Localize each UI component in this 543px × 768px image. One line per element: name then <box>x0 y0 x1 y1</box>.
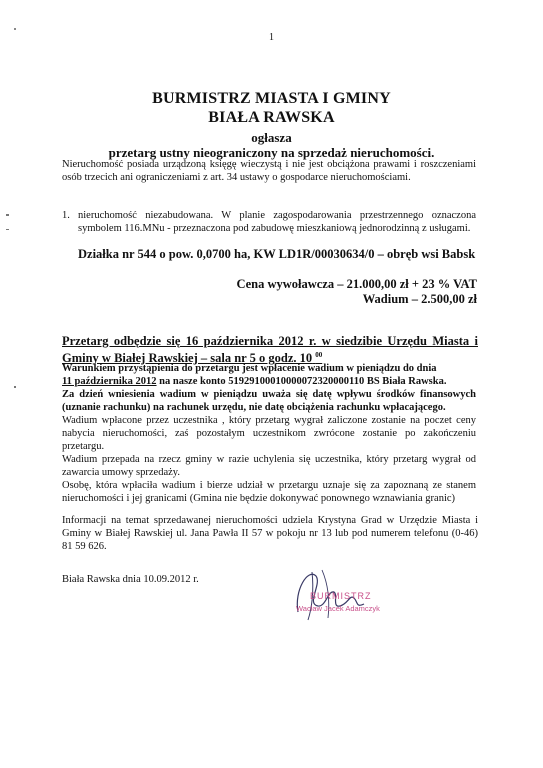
item-description: nieruchomość niezabudowana. W planie zagospodarowania przestrzennego oznaczona symbolem 116.MNu - przeznaczona pod zabudowę mieszkaniową jednorodzinną z usługami. <box>78 210 476 234</box>
contact-info: Informacji na temat sprzedawanej nieruchomości udziela Krystyna Grad w Urzędzie Miasta i Gminy w Białej Rawskiej ul. Jana Pawła II 57 w pokoju nr 13 lub pod numerem telefonu (0-46) 81 59 626. <box>62 515 478 552</box>
condition-payment-account: na nasze konto 51929100010000072320000110 BS Biała Rawska. <box>159 376 447 387</box>
starting-price: Cena wywoławcza – 21.000,00 zł + 23 % VAT <box>236 277 477 291</box>
header-announces: ogłasza <box>251 130 292 145</box>
condition-deposit-forfeit: Wadium przepada na rzecz gminy w razie uchylenia się uczestnika, który przetarg wygrał od zawarcia umowy sprzedaży. <box>62 454 476 478</box>
scan-speck <box>14 386 16 388</box>
deposit-amount: Wadium – 2.500,00 zł <box>362 292 477 306</box>
auction-text: Przetarg odbędzie się 16 października 2012 r. w siedzibie Urzędu Miasta i Gminy w Białej Rawskiej – sala nr 5 o godz. 10 <box>62 334 478 366</box>
conditions-block <box>62 362 476 505</box>
intro-paragraph: Nieruchomość posiada urządzoną księgę wieczystą i nie jest obciążona prawami i roszczeniami osób trzecich ani ograniczeniami z art. 34 ustawy o gospodarce nieruchomościami. <box>62 159 476 183</box>
scan-speck <box>6 214 9 216</box>
header-subtitle: BIAŁA RAWSKA <box>208 109 335 126</box>
place-and-date: Biała Rawska dnia 10.09.2012 r. <box>62 574 199 585</box>
stamp-title: BURMISTRZ <box>310 591 372 601</box>
condition-payment-lead: Warunkiem przystąpienia do przetargu jest wpłacenie wadium w pieniądzu do dnia <box>62 363 437 374</box>
parcel-line: Działka nr 544 o pow. 0,0700 ha, KW LD1R/00030634/0 – obręb wsi Babsk <box>78 247 476 261</box>
item-number: 1. <box>62 210 70 221</box>
auction-date-paragraph <box>62 334 478 365</box>
auction-time-superscript: 00 <box>315 351 323 359</box>
page-number: 1 <box>269 32 274 43</box>
stamp-name: Wacław Jacek Adamczyk <box>296 604 380 613</box>
header-subject: przetarg ustny nieograniczony na sprzedaż nieruchomości. <box>108 145 435 160</box>
condition-deposit-credit: Wadium wpłacone przez uczestnika , który przetarg wygrał zaliczone zostanie na poczet ceny nabycia nieruchomości, zaś pozostałym uczestnikom zwrócone zostanie po zakończeniu przetargu. <box>62 415 476 452</box>
header-title: BURMISTRZ MIASTA I GMINY <box>152 90 391 107</box>
condition-acknowledgement: Osobę, która wpłaciła wadium i bierze udział w przetargu uznaje się za zapoznaną ze stanem nieruchomości i jej granicami (Gmina nie będzie dokonywać ponownego wznawiania granic) <box>62 480 476 504</box>
scan-speck <box>14 28 16 30</box>
scan-speck <box>6 229 9 230</box>
condition-payment-date-rule: Za dzień wniesienia wadium w pieniądzu uważa się datę wpływu środków finansowych (uznanie rachunku) na rachunek urzędu, nie datę obciążenia rachunku wpłacającego. <box>62 389 476 413</box>
condition-payment-date: 11 października 2012 <box>62 376 157 387</box>
condition-payment <box>62 362 476 388</box>
